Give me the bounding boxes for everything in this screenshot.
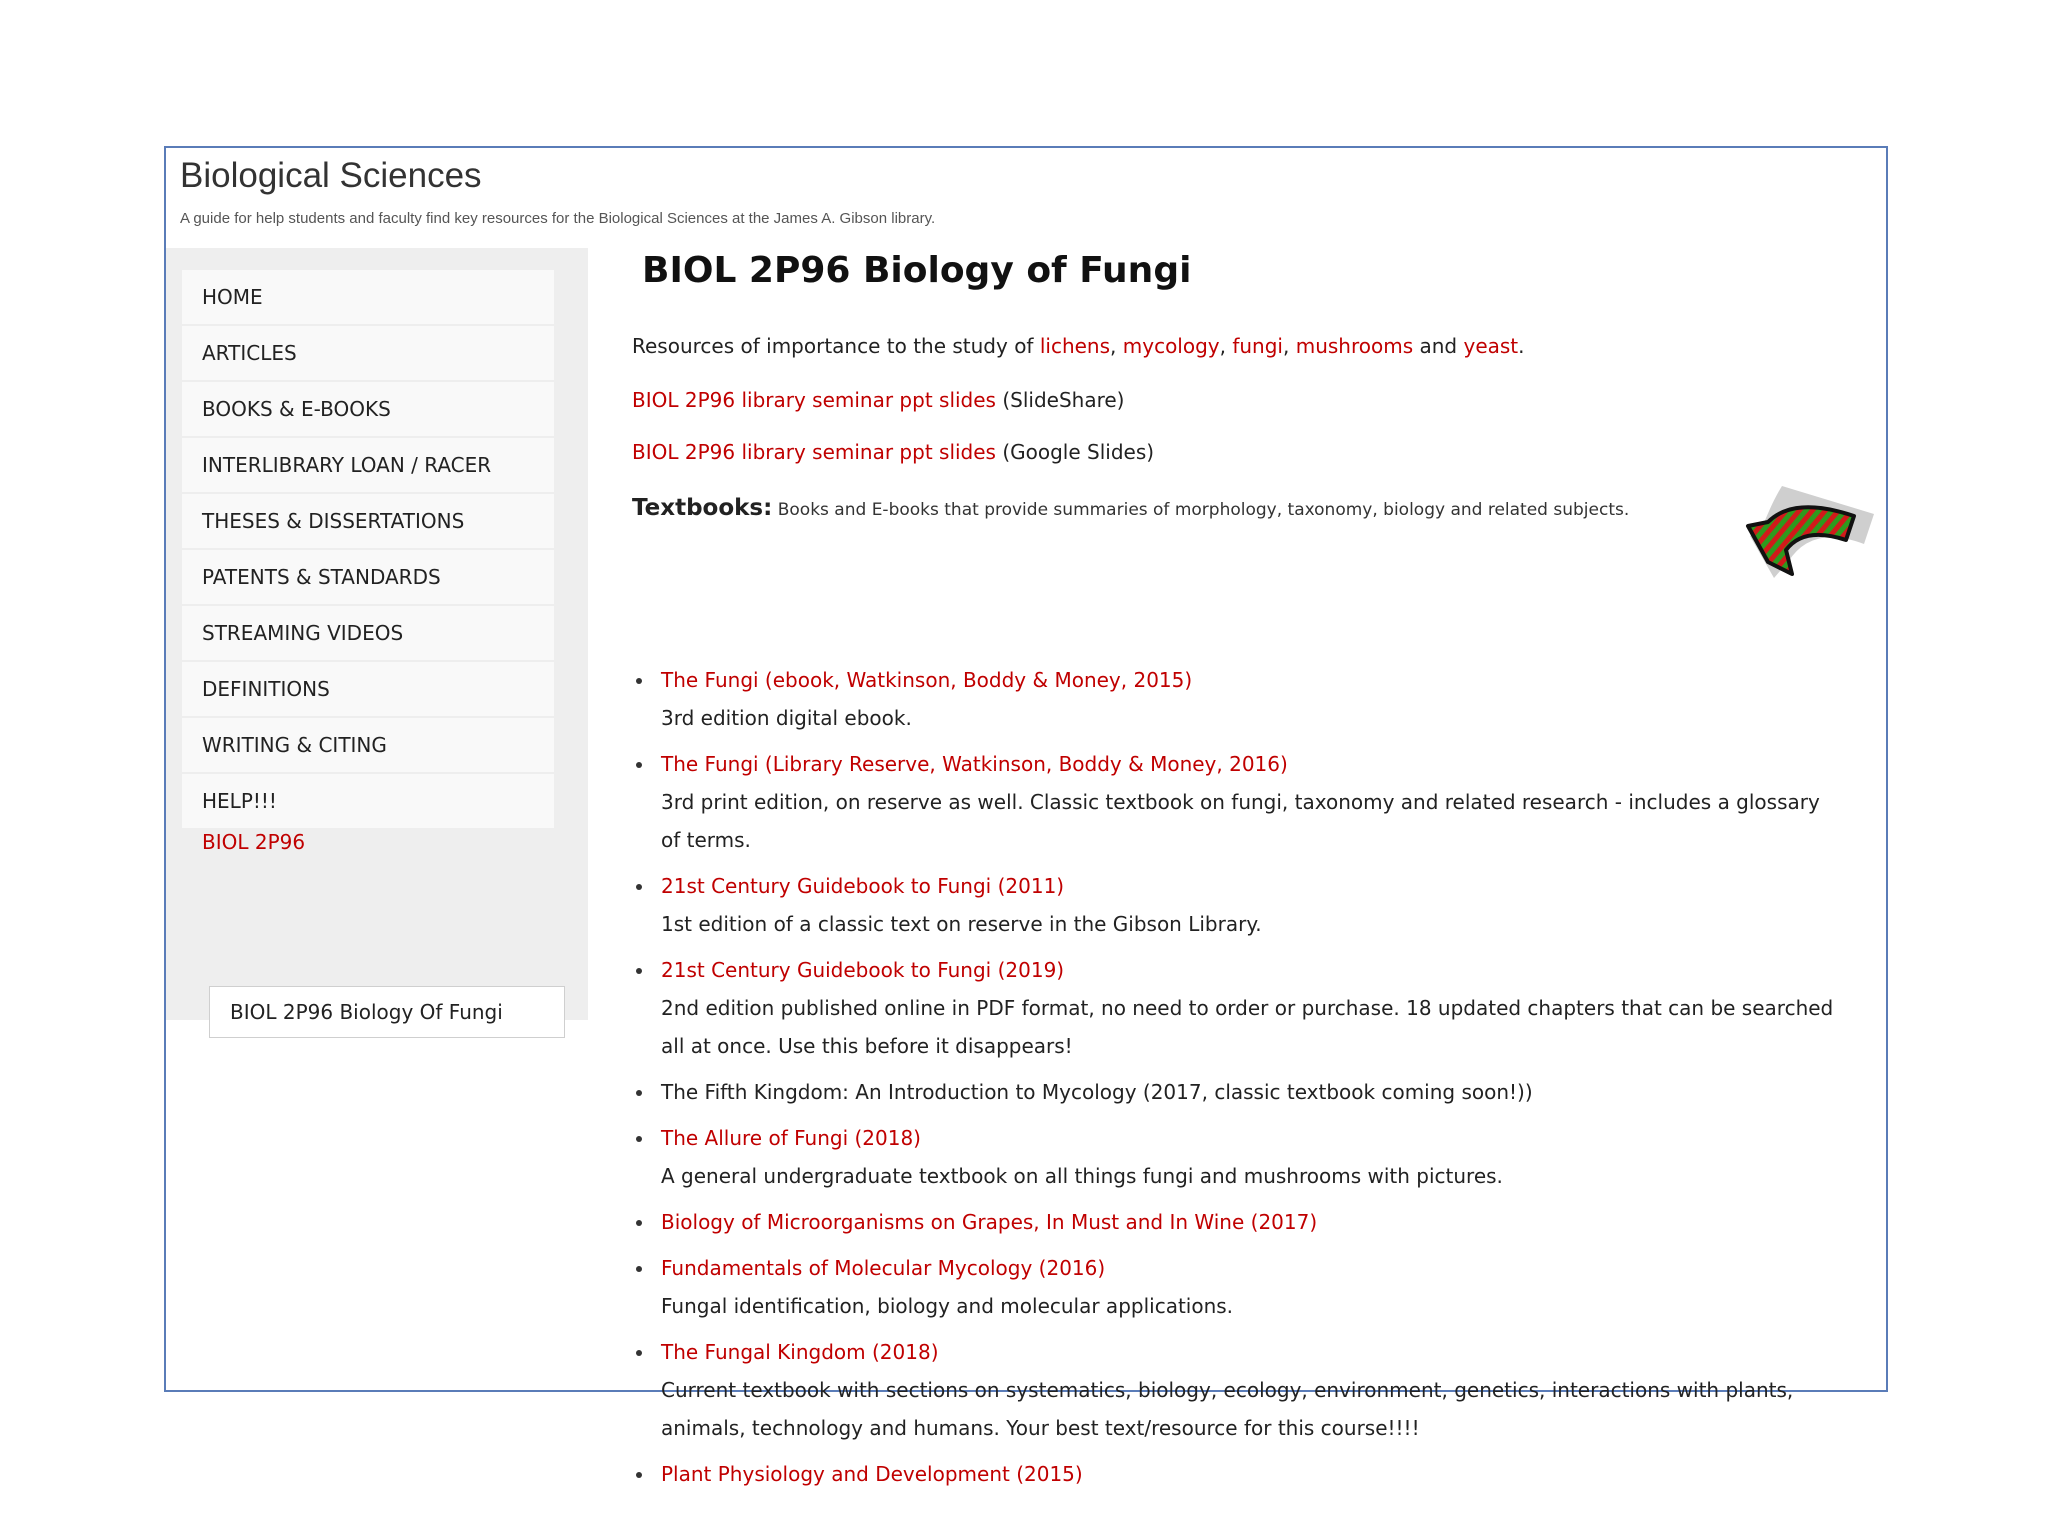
intro-sep: , — [1110, 334, 1123, 358]
book-link[interactable]: Biology of Microorganisms on Grapes, In Must and In Wine (2017) — [661, 1210, 1318, 1234]
curved-arrow-icon — [1742, 466, 1882, 586]
book-description: 3rd print edition, on reserve as well. Classic textbook on fungi, taxonomy and related research - includes a glossary of terms. — [661, 790, 1820, 852]
book-description: 1st edition of a classic text on reserve in the Gibson Library. — [661, 912, 1262, 936]
link-mushrooms[interactable]: mushrooms — [1295, 334, 1414, 358]
link-fungi[interactable]: fungi — [1232, 334, 1283, 358]
list-item — [632, 1333, 1842, 1447]
list-item — [632, 745, 1842, 859]
book-description: 2nd edition published online in PDF format, no need to order or purchase. 18 updated chapters that can be searched all at once. Use this before it disappears! — [661, 996, 1834, 1058]
list-item — [632, 1119, 1842, 1195]
guide-frame — [164, 146, 1888, 1486]
sidebar-nav — [182, 270, 554, 830]
book-link[interactable]: The Fungal Kingdom (2018) — [661, 1340, 939, 1364]
sidebar-item-definitions[interactable]: DEFINITIONS — [182, 662, 554, 716]
list-item — [632, 1455, 1842, 1493]
list-item — [632, 951, 1842, 1065]
list-item — [632, 867, 1842, 943]
slides-slideshare-line — [632, 388, 1124, 412]
page-title: BIOL 2P96 Biology of Fungi — [642, 250, 1192, 291]
sidebar-item-books[interactable]: BOOKS & E-BOOKS — [182, 382, 554, 436]
intro-prefix: Resources of importance to the study of — [632, 334, 1040, 358]
guide-subtitle: A guide for help students and faculty find key resources for the Biological Sciences at the James A. Gibson library. — [180, 210, 936, 227]
slides-slideshare-note: (SlideShare) — [995, 388, 1125, 412]
sidebar-item-writing-citing[interactable]: WRITING & CITING — [182, 718, 554, 772]
list-item — [632, 1249, 1842, 1325]
textbooks-description: Books and E-books that provide summaries of morphology, taxonomy, biology and related subjects. — [772, 500, 1630, 520]
book-link[interactable]: 21st Century Guidebook to Fungi (2019) — [661, 958, 1065, 982]
book-link[interactable]: Plant Physiology and Development (2015) — [661, 1462, 1083, 1486]
sidebar-item-theses[interactable]: THESES & DISSERTATIONS — [182, 494, 554, 548]
book-link[interactable]: The Fungi (ebook, Watkinson, Boddy & Money, 2015) — [661, 668, 1193, 692]
sidebar-subitem-biology-of-fungi[interactable]: BIOL 2P96 Biology Of Fungi — [209, 986, 565, 1038]
link-mycology[interactable]: mycology — [1122, 334, 1220, 358]
sidebar-item-biol-2p96[interactable]: BIOL 2P96 — [202, 830, 306, 854]
book-link[interactable]: The Allure of Fungi (2018) — [661, 1126, 921, 1150]
intro-sep: , — [1283, 334, 1296, 358]
book-description: 3rd edition digital ebook. — [661, 706, 912, 730]
sidebar-item-home[interactable]: HOME — [182, 270, 554, 324]
sidebar-item-interlibrary-loan[interactable]: INTERLIBRARY LOAN / RACER — [182, 438, 554, 492]
book-link[interactable]: The Fungi (Library Reserve, Watkinson, Boddy & Money, 2016) — [661, 752, 1288, 776]
book-description: A general undergraduate textbook on all things fungi and mushrooms with pictures. — [661, 1164, 1503, 1188]
slides-google-note: (Google Slides) — [995, 440, 1155, 464]
book-description: Fungal identification, biology and molecular applications. — [661, 1294, 1234, 1318]
sidebar-item-patents[interactable]: PATENTS & STANDARDS — [182, 550, 554, 604]
link-yeast[interactable]: yeast — [1463, 334, 1519, 358]
intro-and: and — [1413, 334, 1464, 358]
slides-google-link[interactable]: BIOL 2P96 library seminar ppt slides — [632, 440, 996, 464]
textbook-list — [632, 661, 1842, 1501]
slides-slideshare-link[interactable]: BIOL 2P96 library seminar ppt slides — [632, 388, 996, 412]
sidebar-item-articles[interactable]: ARTICLES — [182, 326, 554, 380]
intro-sep: , — [1219, 334, 1233, 358]
guide-title: Biological Sciences — [180, 156, 482, 195]
textbooks-label: Textbooks: — [632, 495, 773, 521]
list-item — [632, 1203, 1842, 1241]
book-description: Current textbook with sections on systematics, biology, ecology, environment, genetics, interactions with plants, animals, technology and humans. Your best text/resource for this course!!!! — [661, 1378, 1794, 1440]
list-item — [632, 1073, 1842, 1111]
sidebar-item-streaming-videos[interactable]: STREAMING VIDEOS — [182, 606, 554, 660]
textbooks-line — [632, 495, 1629, 521]
list-item — [632, 661, 1842, 737]
sidebar-item-help[interactable]: HELP!!! — [182, 774, 554, 828]
book-link[interactable]: Fundamentals of Molecular Mycology (2016) — [661, 1256, 1106, 1280]
book-title: The Fifth Kingdom: An Introduction to Mycology (2017, classic textbook coming soon!)) — [661, 1080, 1533, 1104]
link-lichens[interactable]: lichens — [1039, 334, 1111, 358]
intro-end: . — [1518, 334, 1525, 358]
book-link[interactable]: 21st Century Guidebook to Fungi (2011) — [661, 874, 1065, 898]
slides-google-line — [632, 440, 1154, 464]
sidebar — [166, 248, 588, 1024]
intro-paragraph — [632, 334, 1525, 358]
